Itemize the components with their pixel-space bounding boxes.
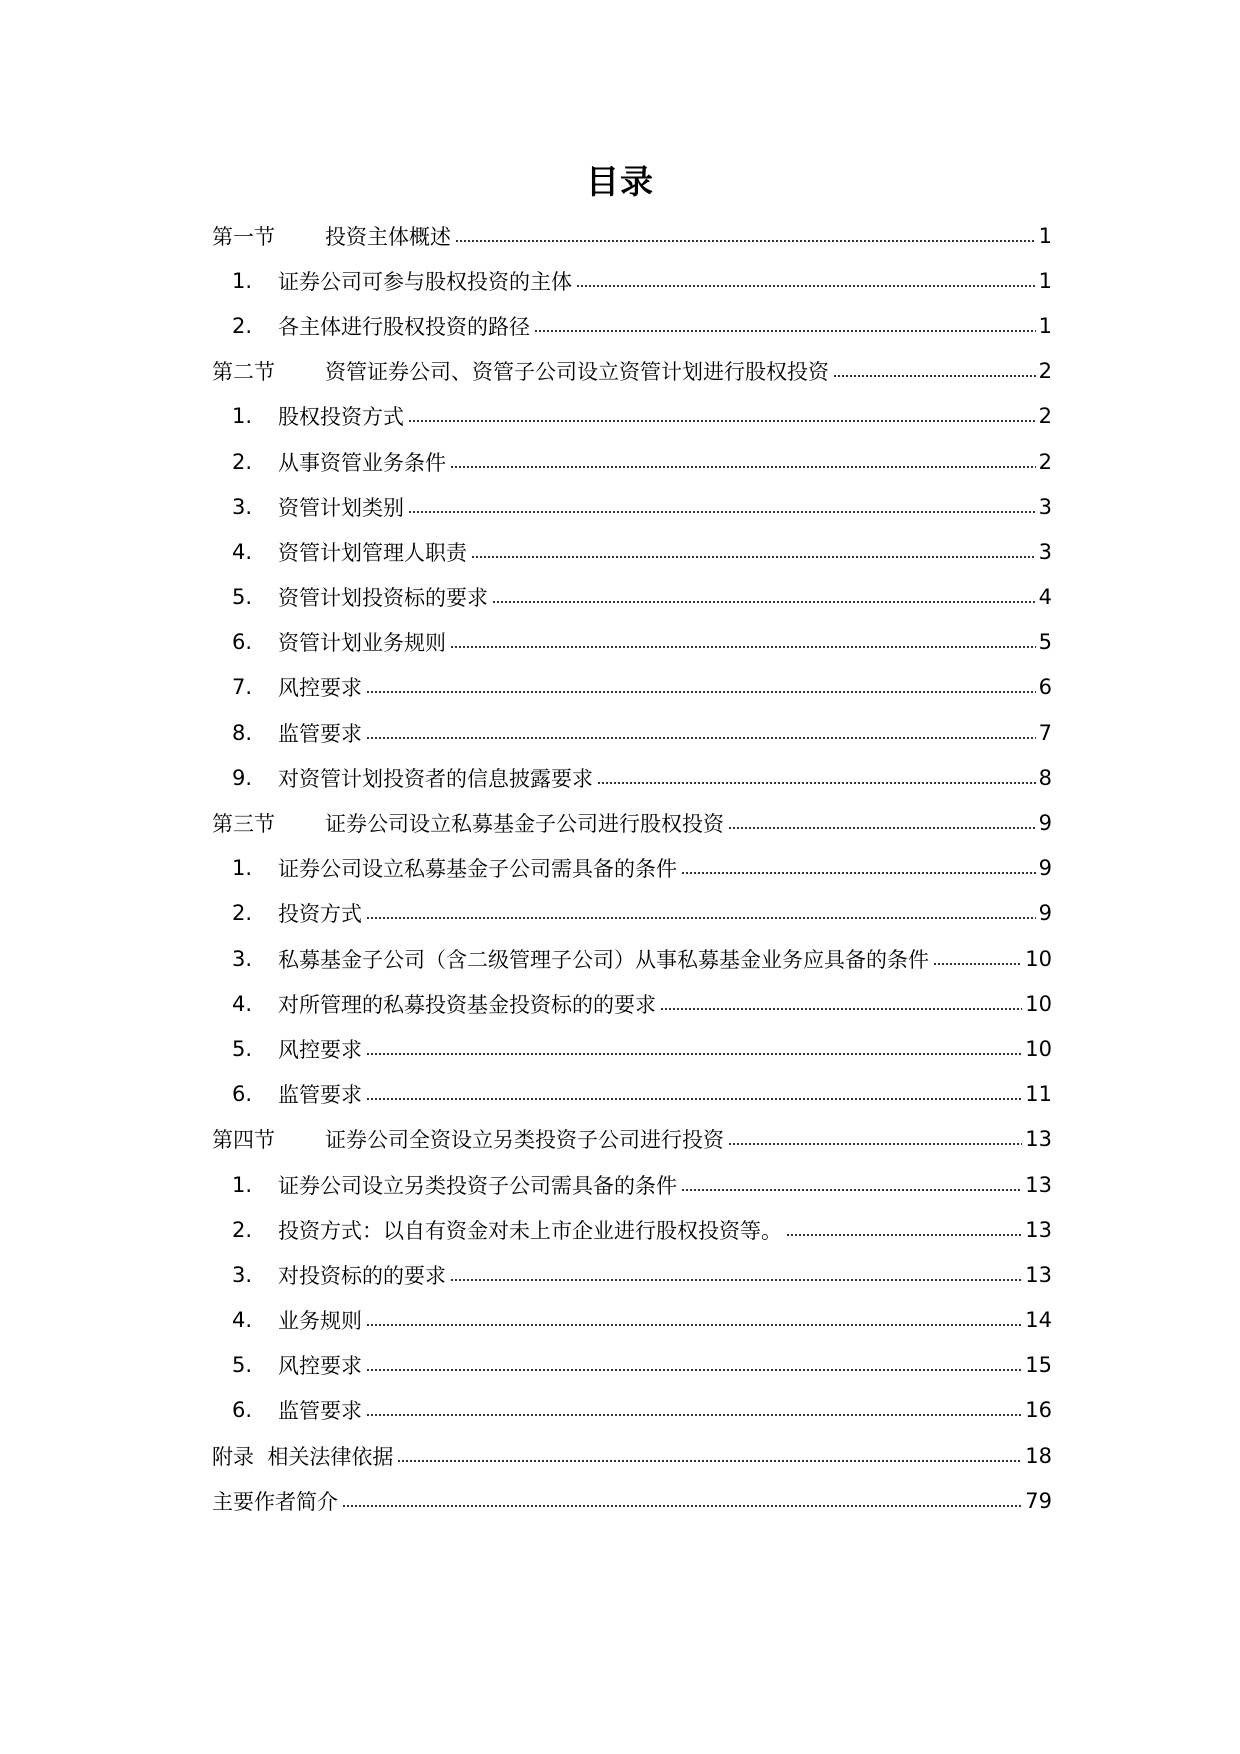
dot-leader (408, 420, 1036, 422)
toc-page-number: 16 (1025, 1398, 1052, 1423)
toc-page-number: 8 (1038, 765, 1052, 790)
toc-item-number: 4. (232, 1308, 253, 1333)
toc-item-row[interactable] (212, 303, 1052, 348)
toc-page-number: 13 (1025, 1172, 1052, 1197)
dot-leader (471, 556, 1036, 558)
toc-section-row[interactable] (212, 800, 1052, 845)
toc-item-row[interactable] (212, 1072, 1052, 1117)
toc-item-row[interactable] (212, 529, 1052, 574)
toc-entry-title: 证券公司设立另类投资子公司需具备的条件 (278, 1173, 677, 1198)
toc-item-number: 3. (232, 946, 253, 971)
toc-item-row[interactable] (212, 484, 1052, 529)
toc-item-row[interactable] (212, 1162, 1052, 1207)
toc-entry-title: 证券公司可参与股权投资的主体 (278, 269, 572, 294)
toc-item-row[interactable] (212, 1207, 1052, 1252)
toc-page-number: 2 (1038, 359, 1052, 384)
toc-page-number: 14 (1025, 1308, 1052, 1333)
toc-item-row[interactable] (212, 891, 1052, 936)
toc-entry-title: 资管计划管理人职责 (278, 540, 467, 565)
toc-entry-title: 监管要求 (278, 1399, 362, 1424)
toc-entry-title: 风控要求 (278, 1037, 362, 1062)
toc-item-number: 3. (232, 1262, 253, 1287)
toc-section-row[interactable] (212, 349, 1052, 394)
toc-entry-title: 业务规则 (278, 1309, 362, 1334)
toc-item-number: 5. (232, 585, 253, 610)
dot-leader (450, 1279, 1022, 1281)
dot-leader (786, 1234, 1022, 1236)
toc-page-number: 4 (1038, 585, 1052, 610)
toc-item-number: 8. (232, 720, 253, 745)
toc-item-number: 6. (232, 630, 253, 655)
toc-entry-title: 资管证券公司、资管子公司设立资管计划进行股权投资 (325, 360, 829, 385)
toc-entry-title: 监管要求 (278, 1083, 362, 1108)
toc-section-number: 第二节 (212, 360, 275, 385)
toc-page-number: 3 (1038, 494, 1052, 519)
toc-page-number: 2 (1038, 404, 1052, 429)
toc-item-row[interactable] (212, 846, 1052, 891)
toc-item-number: 9. (232, 765, 253, 790)
dot-leader (366, 917, 1036, 919)
toc-entry-row[interactable] (212, 1478, 1052, 1523)
toc-entry-title: 附录 相关法律依据 (212, 1444, 394, 1469)
toc-item-number: 1. (232, 404, 253, 429)
toc-item-row[interactable] (212, 755, 1052, 800)
toc-entry-title: 风控要求 (278, 676, 362, 701)
dot-leader (728, 1143, 1022, 1145)
toc-item-row[interactable] (212, 1252, 1052, 1297)
dot-leader (681, 1189, 1022, 1191)
dot-leader (366, 1414, 1022, 1416)
toc-entry-title: 证券公司设立私募基金子公司进行股权投资 (325, 812, 724, 837)
toc-page-number: 1 (1038, 313, 1052, 338)
toc-item-number: 2. (232, 1217, 253, 1242)
toc-entry-title: 股权投资方式 (278, 405, 404, 430)
toc-page-number: 79 (1025, 1488, 1052, 1513)
toc-item-number: 6. (232, 1082, 253, 1107)
toc-title: 目录 (586, 162, 654, 201)
toc-entry-title: 证券公司设立私募基金子公司需具备的条件 (278, 857, 677, 882)
toc-entry-title: 主要作者简介 (212, 1489, 338, 1514)
toc-entry-title: 监管要求 (278, 721, 362, 746)
toc-page-number: 3 (1038, 539, 1052, 564)
dot-leader (660, 1008, 1022, 1010)
toc-page-number: 10 (1025, 991, 1052, 1016)
toc-page-number: 11 (1025, 1082, 1052, 1107)
dot-leader (366, 1098, 1022, 1100)
toc-item-number: 1. (232, 856, 253, 881)
toc-item-row[interactable] (212, 1298, 1052, 1343)
toc-item-number: 6. (232, 1398, 253, 1423)
toc-page-number: 5 (1038, 630, 1052, 655)
toc-entry-title: 投资主体概述 (325, 224, 451, 249)
toc-entry-title: 资管计划投资标的要求 (278, 586, 488, 611)
toc-page-number: 1 (1038, 223, 1052, 248)
toc-page-number: 10 (1025, 1036, 1052, 1061)
toc-page-number: 13 (1025, 1217, 1052, 1242)
toc-section-row[interactable] (212, 213, 1052, 258)
dot-leader (576, 285, 1036, 287)
dot-leader (492, 601, 1036, 603)
toc-section-number: 第四节 (212, 1128, 275, 1153)
toc-page-number: 1 (1038, 268, 1052, 293)
toc-entry-title: 从事资管业务条件 (278, 450, 446, 475)
toc-page-number: 13 (1025, 1127, 1052, 1152)
toc-item-row[interactable] (212, 575, 1052, 620)
toc-entry-title: 资管计划类别 (278, 495, 404, 520)
toc-item-row[interactable] (212, 394, 1052, 439)
toc-page-number: 9 (1038, 856, 1052, 881)
dot-leader (450, 646, 1036, 648)
toc-item-number: 2. (232, 449, 253, 474)
toc-item-number: 2. (232, 901, 253, 926)
toc-item-number: 3. (232, 494, 253, 519)
dot-leader (534, 330, 1036, 332)
toc-item-number: 4. (232, 991, 253, 1016)
dot-leader (408, 511, 1036, 513)
dot-leader (455, 240, 1036, 242)
dot-leader (397, 1460, 1022, 1462)
dot-leader (366, 691, 1036, 693)
toc-page-number: 15 (1025, 1353, 1052, 1378)
toc-page-number: 18 (1025, 1443, 1052, 1468)
toc-item-row[interactable] (212, 1343, 1052, 1388)
toc-list (212, 213, 1052, 1523)
toc-item-row[interactable] (212, 1026, 1052, 1071)
toc-entry-title: 风控要求 (278, 1354, 362, 1379)
toc-item-number: 2. (232, 313, 253, 338)
toc-item-row[interactable] (212, 710, 1052, 755)
dot-leader (833, 375, 1036, 377)
toc-entry-title: 私募基金子公司（含二级管理子公司）从事私募基金业务应具备的条件 (278, 947, 929, 972)
toc-page-number: 2 (1038, 449, 1052, 474)
toc-entry-title: 资管计划业务规则 (278, 631, 446, 656)
toc-entry-title: 投资方式 (278, 902, 362, 927)
dot-leader (366, 1369, 1022, 1371)
dot-leader (366, 1053, 1022, 1055)
toc-entry-title: 各主体进行股权投资的路径 (278, 314, 530, 339)
toc-page-number: 7 (1038, 720, 1052, 745)
dot-leader (597, 782, 1036, 784)
toc-item-row[interactable] (212, 981, 1052, 1026)
toc-item-number: 5. (232, 1353, 253, 1378)
toc-section-number: 第一节 (212, 224, 275, 249)
toc-item-number: 1. (232, 268, 253, 293)
dot-leader (366, 1324, 1022, 1326)
toc-item-row[interactable] (212, 936, 1052, 981)
toc-section-row[interactable] (212, 1117, 1052, 1162)
dot-leader (342, 1505, 1022, 1507)
toc-section-number: 第三节 (212, 812, 275, 837)
toc-page-number: 6 (1038, 675, 1052, 700)
dot-leader (728, 827, 1036, 829)
toc-entry-title: 对资管计划投资者的信息披露要求 (278, 766, 593, 791)
toc-entry-title: 投资方式：以自有资金对未上市企业进行股权投资等。 (278, 1218, 782, 1243)
toc-page-number: 9 (1038, 811, 1052, 836)
dot-leader (366, 737, 1036, 739)
toc-item-number: 1. (232, 1172, 253, 1197)
toc-item-number: 5. (232, 1036, 253, 1061)
toc-item-row[interactable] (212, 258, 1052, 303)
toc-entry-title: 证券公司全资设立另类投资子公司进行投资 (325, 1128, 724, 1153)
toc-entry-title: 对所管理的私募投资基金投资标的的要求 (278, 992, 656, 1017)
toc-item-row[interactable] (212, 439, 1052, 484)
toc-item-row[interactable] (212, 665, 1052, 710)
toc-page-number: 13 (1025, 1262, 1052, 1287)
toc-item-row[interactable] (212, 620, 1052, 665)
toc-item-row[interactable] (212, 1388, 1052, 1433)
toc-item-number: 4. (232, 539, 253, 564)
toc-page-number: 9 (1038, 901, 1052, 926)
toc-entry-title: 对投资标的的要求 (278, 1263, 446, 1288)
dot-leader (681, 872, 1036, 874)
toc-item-number: 7. (232, 675, 253, 700)
dot-leader (450, 466, 1036, 468)
toc-page-number: 10 (1025, 946, 1052, 971)
toc-entry-row[interactable] (212, 1433, 1052, 1478)
dot-leader (933, 963, 1022, 965)
